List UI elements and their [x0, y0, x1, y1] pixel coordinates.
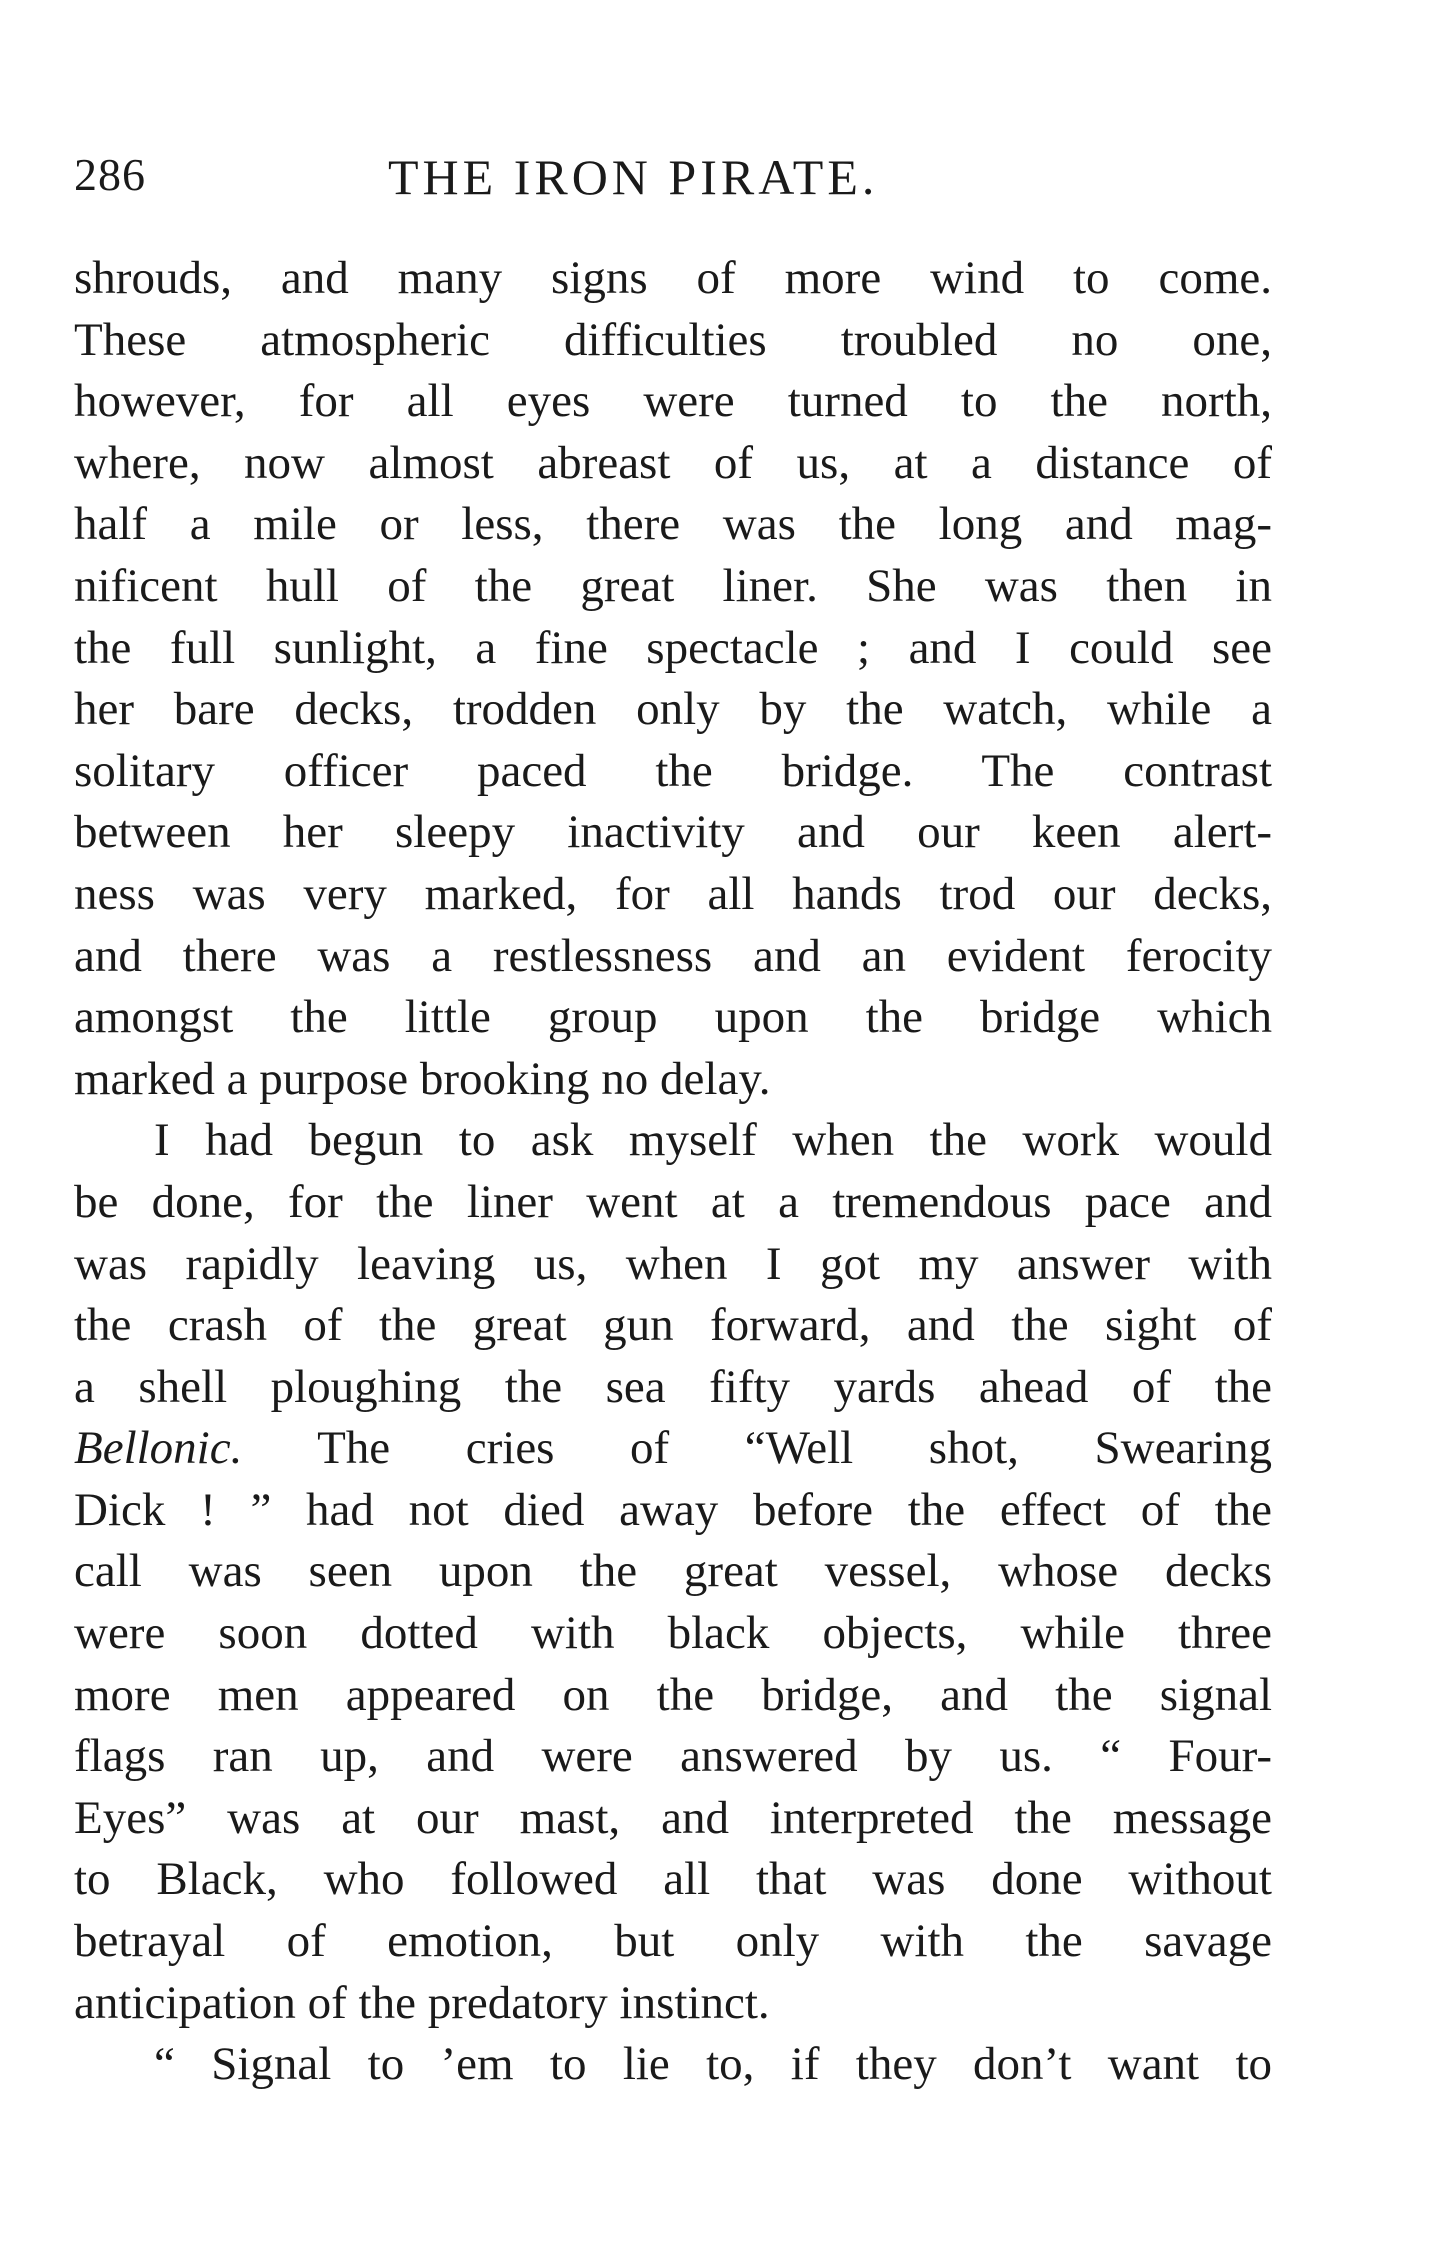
text-line: ness was very marked, for all hands trod our decks,	[74, 867, 1272, 920]
text-line: the crash of the great gun forward, and the sight of	[74, 1299, 1272, 1352]
text-line: between her sleepy inactivity and our keen alert-	[74, 806, 1272, 859]
text-line: and there was a restlessness and an evident ferocity	[74, 929, 1272, 982]
text-line-rest: The cries of “Well shot, Swearing	[242, 1422, 1272, 1475]
text-line: marked a purpose brooking no delay.	[74, 1052, 771, 1105]
ship-name: Bellonic.	[74, 1422, 243, 1475]
text-line	[74, 1418, 1272, 1480]
text-line: half a mile or less, there was the long and mag-	[74, 498, 1272, 551]
text-line: anticipation of the predatory instinct.	[74, 1976, 770, 2029]
text-line: betrayal of emotion, but only with the savage	[74, 1915, 1272, 1968]
text-line: nificent hull of the great liner. She was then in	[74, 559, 1272, 612]
text-line: more men appeared on the bridge, and the signal	[74, 1668, 1272, 1721]
text-line: solitary officer paced the bridge. The contrast	[74, 744, 1272, 797]
body-text	[74, 248, 1272, 2096]
text-line: I had begun to ask myself when the work would	[154, 1114, 1272, 1167]
text-line: however, for all eyes were turned to the north,	[74, 375, 1272, 428]
text-line: be done, for the liner went at a tremendous pace and	[74, 1175, 1272, 1228]
text-line: “ Signal to ’em to lie to, if they don’t want to	[154, 2038, 1272, 2091]
page-number: 286	[74, 149, 146, 200]
text-line: to Black, who followed all that was done without	[74, 1853, 1272, 1906]
text-line: the full sunlight, a fine spectacle ; and I could see	[74, 621, 1272, 674]
running-title: THE IRON PIRATE.	[388, 149, 879, 205]
text-line: flags ran up, and were answered by us. “ Four-	[74, 1730, 1272, 1783]
text-line: was rapidly leaving us, when I got my answer with	[74, 1237, 1272, 1290]
text-line: Eyes” was at our mast, and interpreted the message	[74, 1791, 1272, 1844]
text-line: call was seen upon the great vessel, whose decks	[74, 1545, 1272, 1598]
text-line: Dick ! ” had not died away before the effect of the	[74, 1483, 1272, 1536]
text-line: amongst the little group upon the bridge which	[74, 991, 1272, 1044]
text-line: where, now almost abreast of us, at a distance of	[74, 436, 1272, 489]
text-line: were soon dotted with black objects, while three	[74, 1607, 1272, 1660]
text-line: shrouds, and many signs of more wind to come.	[74, 252, 1272, 304]
text-line: her bare decks, trodden only by the watch, while a	[74, 683, 1272, 736]
running-head	[74, 148, 1272, 218]
text-line: a shell ploughing the sea fifty yards ahead of the	[74, 1360, 1272, 1413]
text-line: These atmospheric difficulties troubled no one,	[74, 313, 1272, 366]
